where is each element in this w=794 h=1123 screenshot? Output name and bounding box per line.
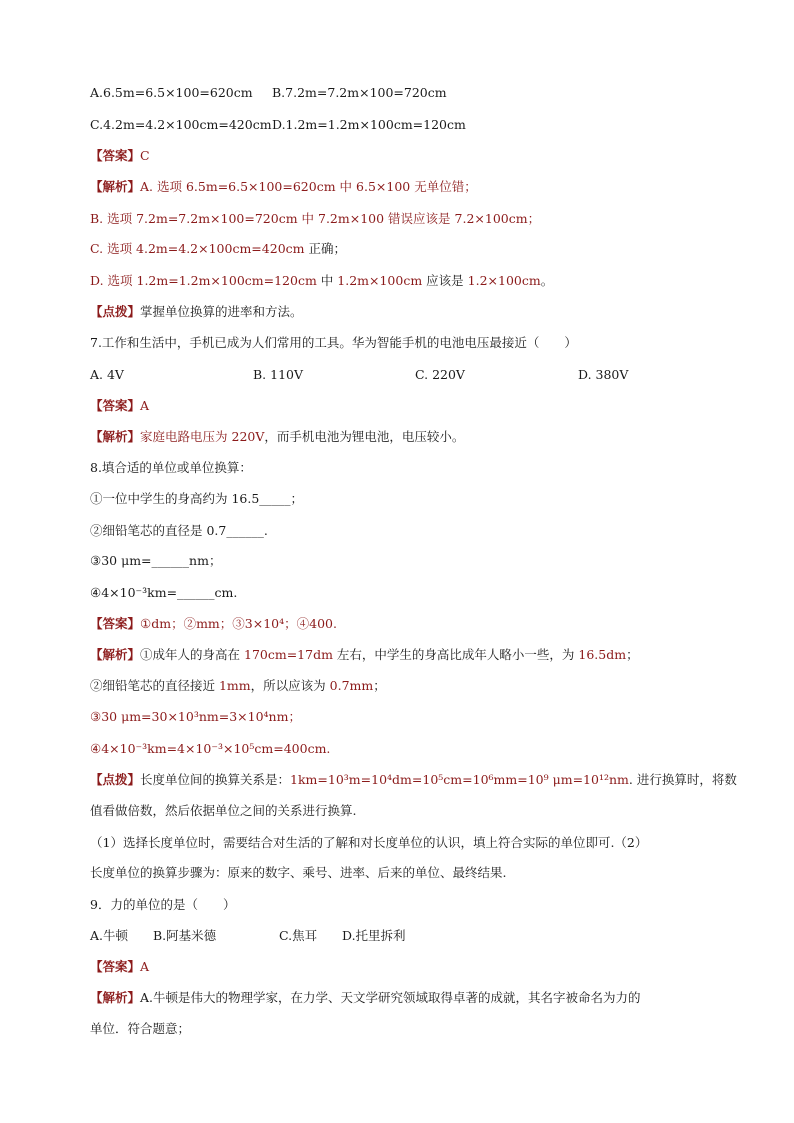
answer-tag: 【答案】 [90,148,141,163]
analysis-text: ②细铅笔芯的直径接近 [90,678,219,693]
analysis-text: 1mm [218,678,251,693]
q7-answer [90,397,149,415]
q7-analysis [90,428,464,446]
q7-option-b: B. 110V [253,367,304,382]
answer-value: ①dm；②mm；③3×10⁴；④400. [140,616,337,631]
q9-option-c: C.焦耳 [279,928,318,943]
q6-option-d: D.1.2m=1.2m×100cm=120cm [272,117,466,132]
analysis-text: ①成年人的身高在 [140,647,244,662]
q7-options [90,366,628,384]
analysis-text: 应该是 [422,273,468,288]
analysis-tag: 【解析】 [90,647,141,662]
tip-tag: 【点拨】 [90,304,141,319]
answer-value: C [140,148,150,163]
q9-option-a: A.牛顿 [90,928,129,943]
q8-analysis-2 [90,677,386,695]
tip-text: 长度单位间的换算关系是： [140,772,291,787]
q8-note-line-1: （1）选择长度单位时，需要结合对生活的了解和对长度单位的认识，填上符合实际的单位即可.（2） [90,835,648,850]
q8-item-2: ②细铅笔芯的直径是 0.7______. [90,523,268,538]
answer-tag: 【答案】 [90,398,141,413]
q9-analysis-line-1 [90,989,641,1007]
q6-analysis-a [90,178,477,196]
analysis-text: 左右，中学生的身高比成年人略小一些，为 [332,647,579,662]
q8-tip-line-2: 值看做倍数，然后依据单位之间的关系进行换算. [90,803,357,818]
analysis-text: 。 [540,273,554,288]
q8-item-4: ④4×10⁻³km=______cm. [90,585,238,600]
analysis-text: ，而手机电池为锂电池，电压较小。 [264,429,465,444]
q8-analysis-1 [90,646,639,664]
analysis-text: 1.2×100cm [467,273,541,288]
q6-analysis-d [90,272,553,290]
analysis-tag: 【解析】 [90,179,141,194]
analysis-text: ； [626,647,639,662]
answer-value: A [140,398,150,413]
q6-analysis-c [90,240,346,258]
analysis-text: 0.7mm [329,678,374,693]
q7-question: 7.工作和生活中，手机已成为人们常用的工具。华为智能手机的电池电压最接近（ ） [90,335,577,350]
tip-text: 掌握单位换算的进率和方法。 [140,304,303,319]
analysis-text: A. 选项 6.5m=6.5×100=620cm 中 6.5×100 无单位错； [140,179,477,194]
analysis-text: 220V [231,429,265,444]
q8-tip-line-1 [90,771,737,789]
q6-options-row-1 [90,84,447,102]
q6-option-c: C.4.2m=4.2×100cm=420cm [90,117,272,132]
analysis-text: 1.2m×100cm [337,273,423,288]
q9-options [90,927,406,945]
q6-option-a: A.6.5m=6.5×100=620cm [90,85,253,100]
q8-item-1: ①一位中学生的身高约为 16.5_____； [90,491,304,506]
q9-option-d: D.托里拆利 [342,928,406,943]
tip-tag: 【点拨】 [90,772,141,787]
analysis-text: D. 选项 1.2m=1.2m×100cm=120cm [90,273,321,288]
q9-answer [90,958,149,976]
q7-option-d: D. 380V [578,367,629,382]
answer-tag: 【答案】 [90,959,141,974]
q7-option-c: C. 220V [415,367,465,382]
analysis-text: A.牛顿是伟大的物理学家，在力学、天文学研究领域取得卓著的成就，其名字被命名为力的 [140,990,641,1005]
analysis-text: C. 选项 4.2m=4.2×100cm=420cm [90,241,309,256]
tip-text: . 进行换算时，将数 [628,772,737,787]
analysis-text: 170cm=17dm [244,647,333,662]
q8-analysis-3: ③30 μm=30×10³nm=3×10⁴nm； [90,709,301,724]
q6-options-row-2 [90,116,466,134]
q8-question: 8.填合适的单位或单位换算： [90,460,252,475]
answer-value: A [140,959,150,974]
q9-analysis-line-2: 单位．符合题意； [90,1021,191,1036]
q8-answer [90,615,337,633]
analysis-text: ； [373,678,386,693]
q6-analysis-b: B. 选项 7.2m=7.2m×100=720cm 中 7.2m×100 错误应该是 7.2×100cm； [90,211,541,226]
q6-option-b: B.7.2m=7.2m×100=720cm [272,85,447,100]
q8-item-3: ③30 μm=______nm； [90,553,222,568]
answer-tag: 【答案】 [90,616,141,631]
q7-option-a: A. 4V [90,367,124,382]
q6-tip [90,303,303,321]
tip-text: 1km=10³m=10⁴dm=10⁵cm=10⁶mm=10⁹ μm=10¹²nm [290,772,629,787]
analysis-text: 中 [320,273,338,288]
analysis-text: 家庭电路电压为 [140,429,232,444]
analysis-tag: 【解析】 [90,990,141,1005]
q6-answer [90,147,150,165]
analysis-text: ，所以应该为 [250,678,330,693]
analysis-text: 16.5dm [578,647,627,662]
analysis-text: 正确； [308,241,346,256]
analysis-tag: 【解析】 [90,429,141,444]
q8-analysis-4: ④4×10⁻³km=4×10⁻³×10⁵cm=400cm. [90,741,331,756]
q9-question: 9．力的单位的是（ ） [90,897,236,912]
q9-option-b: B.阿基米德 [153,928,217,943]
q8-note-line-2: 长度单位的换算步骤为：原来的数字、乘号、进率、后来的单位、最终结果. [90,865,507,880]
